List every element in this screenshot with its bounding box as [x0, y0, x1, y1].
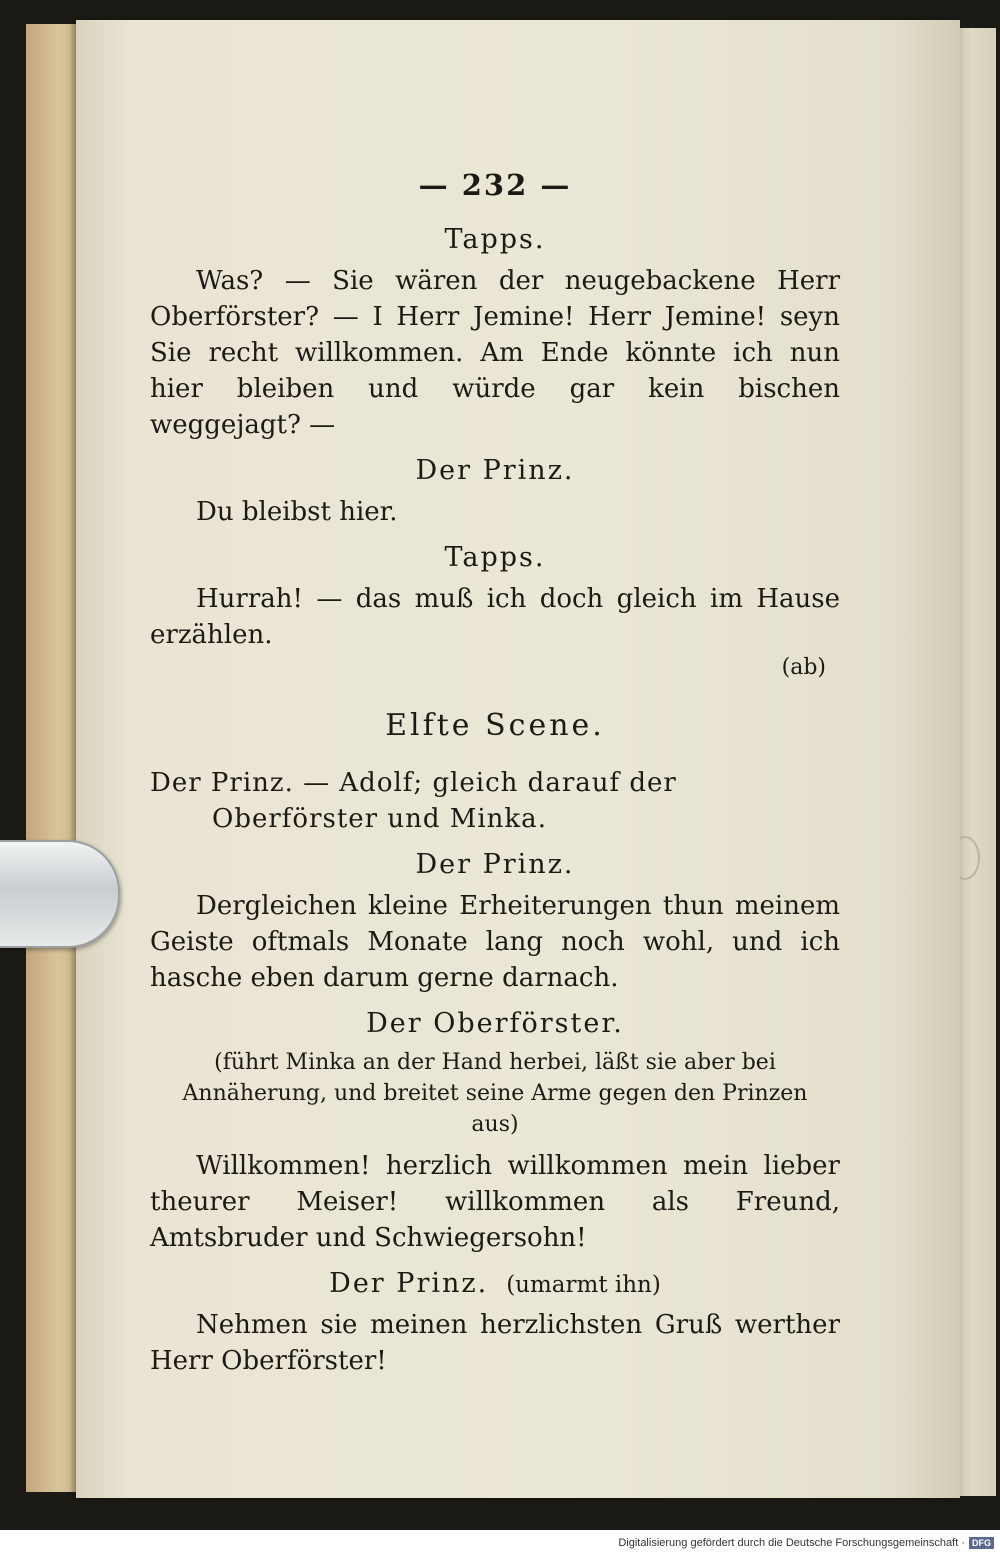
dfg-logo: DFG — [969, 1537, 994, 1549]
speaker-name: Tapps. — [444, 224, 546, 255]
speech-paragraph: Du bleibst hier. — [196, 497, 398, 527]
stage-direction: (führt Minka an der Hand herbei, läßt sie aber bei Annäherung, und breitet seine Arme gegen den Prinzen aus) — [182, 1050, 808, 1137]
text-blocks — [150, 224, 840, 1379]
speaker-aside: (umarmt ihn) — [506, 1272, 661, 1298]
page-stack-edge — [956, 28, 996, 1496]
page-number-header: — 232 — — [418, 168, 572, 202]
page-holder-clip — [0, 840, 120, 948]
speaker-name: Tapps. — [444, 542, 546, 573]
speaker-heading — [150, 1268, 840, 1299]
speaker-name: Der Oberförster. — [366, 1008, 624, 1039]
speaker-heading — [150, 1008, 840, 1039]
exit-direction: (ab) — [781, 655, 826, 680]
speech-paragraph: Was? — Sie wären der neugebackene Herr Oberförster? — I Herr Jemine! Herr Jemine! seyn Sie recht willkommen. Am Ende könnte ich nun hier bleiben und würde gar kein bischen weggejagt? — — [150, 266, 840, 440]
digitization-footer — [0, 1530, 1000, 1555]
speaker-heading — [150, 224, 840, 255]
page-text-column — [150, 168, 840, 1379]
footer-credit-text: Digitalisierung gefördert durch die Deutsche Forschungsgemeinschaft · — [618, 1536, 965, 1549]
speaker-name: Der Prinz. — [329, 1268, 489, 1299]
speech-paragraph: Nehmen sie meinen herzlichsten Gruß werther Herr Oberförster! — [150, 1310, 840, 1376]
scene-title: Elfte Scene. — [385, 708, 605, 743]
speech-paragraph: Dergleichen kleine Erheiterungen thun meinem Geiste oftmals Monate lang noch wohl, und ich hasche eben darum gerne darnach. — [150, 891, 840, 993]
speaker-heading — [150, 455, 840, 486]
speaker-heading — [150, 849, 840, 880]
speaker-name: Der Prinz. — [415, 849, 575, 880]
speech-paragraph: Hurrah! — das muß ich doch gleich im Hause erzählen. — [150, 584, 840, 650]
scene-cast-list: Der Prinz. — Adolf; gleich darauf der Oberförster und Minka. — [150, 768, 677, 834]
speaker-name: Der Prinz. — [415, 455, 575, 486]
speech-paragraph: Willkommen! herzlich willkommen mein lieber theurer Meiser! willkommen als Freund, Amtsbruder und Schwiegersohn! — [150, 1151, 840, 1253]
speaker-heading — [150, 542, 840, 573]
